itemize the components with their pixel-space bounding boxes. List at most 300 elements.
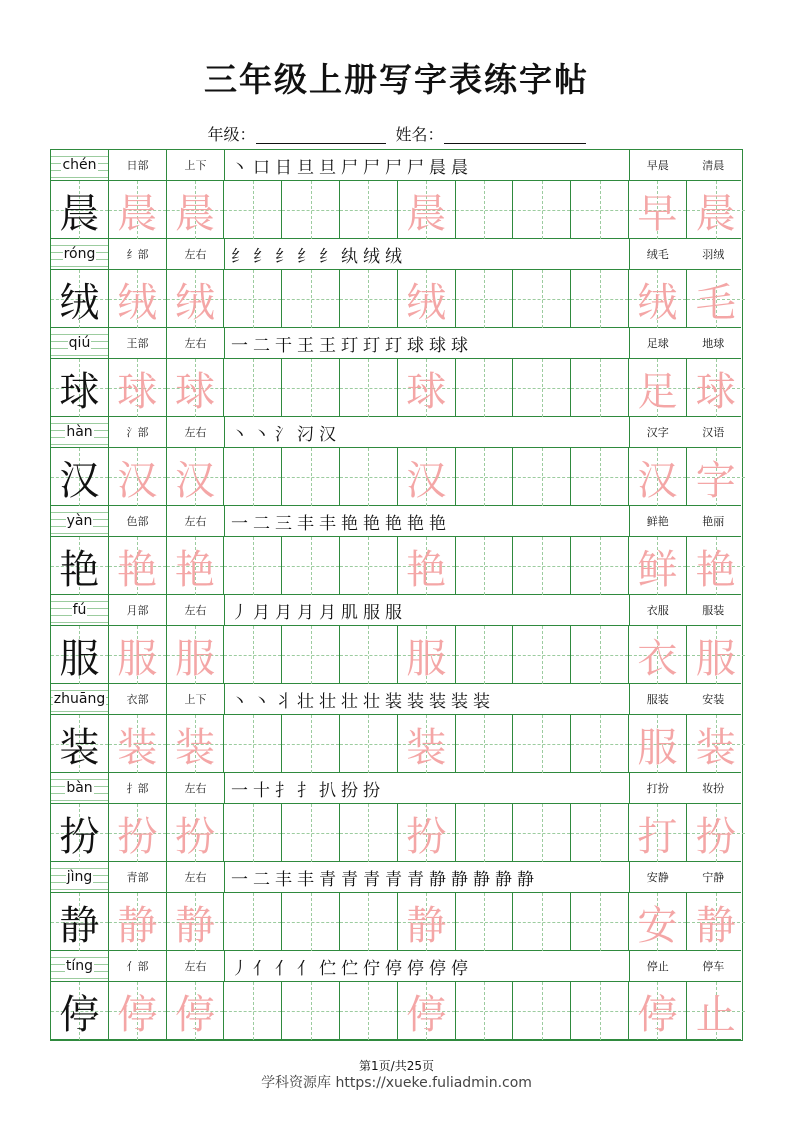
stroke-step: 丶 bbox=[253, 691, 271, 712]
stroke-step: 尸 bbox=[341, 157, 359, 178]
practice-box[interactable] bbox=[629, 893, 687, 951]
practice-box[interactable] bbox=[282, 982, 340, 1040]
practice-box[interactable] bbox=[109, 804, 167, 862]
practice-box[interactable] bbox=[571, 626, 629, 684]
trace-character: 艳 bbox=[174, 546, 215, 593]
practice-box[interactable] bbox=[398, 181, 456, 239]
character-row bbox=[51, 448, 741, 506]
pinyin bbox=[51, 862, 109, 892]
practice-box[interactable] bbox=[167, 270, 225, 328]
structure: 左右 bbox=[167, 239, 225, 269]
practice-box[interactable] bbox=[513, 448, 571, 506]
model-character: 扮 bbox=[59, 813, 100, 860]
trace-character: 绒 bbox=[637, 279, 678, 326]
trace-character: 晨 bbox=[695, 190, 736, 237]
model-character: 艳 bbox=[59, 546, 100, 593]
character-row bbox=[51, 893, 741, 951]
stroke-step: 亻 bbox=[275, 958, 293, 979]
example-words bbox=[630, 506, 741, 536]
practice-box[interactable] bbox=[456, 181, 514, 239]
stroke-order bbox=[225, 862, 630, 892]
model-character: 装 bbox=[59, 724, 100, 771]
trace-character: 停 bbox=[406, 991, 447, 1038]
stroke-step: 佇 bbox=[363, 958, 381, 979]
practice-box[interactable] bbox=[513, 181, 571, 239]
stroke-step: 丿 bbox=[231, 958, 249, 979]
trace-character: 球 bbox=[174, 368, 215, 415]
student-info bbox=[0, 122, 793, 145]
practice-box[interactable] bbox=[109, 448, 167, 506]
practice-box[interactable] bbox=[167, 982, 225, 1040]
practice-box[interactable] bbox=[109, 893, 167, 951]
practice-box[interactable] bbox=[167, 715, 225, 773]
practice-box[interactable] bbox=[340, 359, 398, 417]
practice-box[interactable] bbox=[282, 715, 340, 773]
practice-box[interactable] bbox=[398, 359, 456, 417]
trace-character: 汉 bbox=[406, 457, 447, 504]
stroke-step: 球 bbox=[429, 335, 447, 356]
pinyin-text: chén bbox=[62, 157, 97, 173]
practice-box[interactable] bbox=[109, 626, 167, 684]
practice-box[interactable] bbox=[687, 626, 745, 684]
practice-box[interactable] bbox=[167, 181, 225, 239]
stroke-step: 艳 bbox=[407, 513, 425, 534]
stroke-order bbox=[225, 773, 630, 803]
practice-box[interactable] bbox=[224, 270, 282, 328]
model-character-box bbox=[51, 982, 109, 1040]
practice-box[interactable] bbox=[398, 982, 456, 1040]
stroke-step: 停 bbox=[451, 958, 469, 979]
practice-box[interactable] bbox=[109, 359, 167, 417]
practice-box[interactable] bbox=[340, 982, 398, 1040]
practice-box[interactable] bbox=[167, 804, 225, 862]
practice-box[interactable] bbox=[167, 893, 225, 951]
practice-box[interactable] bbox=[629, 982, 687, 1040]
grade-label: 年级： bbox=[207, 125, 256, 144]
practice-box[interactable] bbox=[513, 270, 571, 328]
practice-box[interactable] bbox=[513, 982, 571, 1040]
radical: 纟部 bbox=[109, 239, 167, 269]
example-word: 地球 bbox=[702, 337, 725, 350]
model-character-box bbox=[51, 893, 109, 951]
practice-box[interactable] bbox=[687, 537, 745, 595]
structure: 左右 bbox=[167, 773, 225, 803]
stroke-step: 扌 bbox=[297, 780, 315, 801]
practice-box[interactable] bbox=[629, 448, 687, 506]
model-character-box bbox=[51, 181, 109, 239]
trace-character: 装 bbox=[406, 724, 447, 771]
grade-field[interactable] bbox=[256, 127, 386, 144]
trace-character: 扮 bbox=[174, 813, 215, 860]
example-words bbox=[630, 417, 741, 447]
example-word: 打扮 bbox=[646, 782, 669, 795]
trace-character: 汉 bbox=[117, 457, 158, 504]
example-words bbox=[630, 951, 741, 981]
trace-character: 静 bbox=[117, 902, 158, 949]
trace-character: 打 bbox=[637, 813, 678, 860]
practice-box[interactable] bbox=[224, 715, 282, 773]
stroke-step: 丰 bbox=[275, 869, 293, 890]
character-row bbox=[51, 626, 741, 684]
practice-box[interactable] bbox=[340, 270, 398, 328]
practice-box[interactable] bbox=[398, 270, 456, 328]
stroke-step: 服 bbox=[363, 602, 381, 623]
stroke-step: 装 bbox=[473, 691, 491, 712]
stroke-step: 丰 bbox=[319, 513, 337, 534]
radical: 氵部 bbox=[109, 417, 167, 447]
practice-box[interactable] bbox=[224, 359, 282, 417]
header-row bbox=[51, 595, 741, 626]
practice-box[interactable] bbox=[282, 626, 340, 684]
practice-box[interactable] bbox=[456, 359, 514, 417]
model-character: 绒 bbox=[59, 279, 100, 326]
stroke-step: 停 bbox=[429, 958, 447, 979]
practice-box[interactable] bbox=[629, 270, 687, 328]
pinyin bbox=[51, 239, 109, 269]
example-word: 汉语 bbox=[702, 426, 725, 439]
trace-character: 晨 bbox=[406, 190, 447, 237]
stroke-step: 日 bbox=[275, 157, 293, 178]
structure: 左右 bbox=[167, 595, 225, 625]
practice-box[interactable] bbox=[282, 448, 340, 506]
stroke-step: 氵 bbox=[275, 424, 293, 445]
stroke-step: 扌 bbox=[275, 780, 293, 801]
stroke-step: 静 bbox=[473, 869, 491, 890]
radical: 王部 bbox=[109, 328, 167, 358]
trace-character: 球 bbox=[406, 368, 447, 415]
character-row bbox=[51, 270, 741, 328]
trace-character: 早 bbox=[637, 190, 678, 237]
trace-character: 球 bbox=[695, 368, 736, 415]
practice-box[interactable] bbox=[398, 448, 456, 506]
stroke-step: 尸 bbox=[407, 157, 425, 178]
example-words bbox=[630, 773, 741, 803]
name-label: 姓名： bbox=[395, 125, 444, 144]
stroke-step: 壮 bbox=[363, 691, 381, 712]
stroke-order bbox=[225, 506, 630, 536]
header-row bbox=[51, 506, 741, 537]
practice-box[interactable] bbox=[456, 804, 514, 862]
practice-box[interactable] bbox=[109, 537, 167, 595]
example-word: 服装 bbox=[702, 604, 725, 617]
trace-character: 停 bbox=[637, 991, 678, 1038]
practice-box[interactable] bbox=[456, 448, 514, 506]
practice-box[interactable] bbox=[340, 537, 398, 595]
model-character: 球 bbox=[59, 368, 100, 415]
radical: 扌部 bbox=[109, 773, 167, 803]
practice-box[interactable] bbox=[629, 715, 687, 773]
stroke-step: 月 bbox=[275, 602, 293, 623]
practice-box[interactable] bbox=[340, 626, 398, 684]
example-words bbox=[630, 595, 741, 625]
practice-box[interactable] bbox=[282, 359, 340, 417]
header-row bbox=[51, 150, 741, 181]
stroke-step: 青 bbox=[363, 869, 381, 890]
stroke-step: 旦 bbox=[297, 157, 315, 178]
header-row bbox=[51, 417, 741, 448]
practice-box[interactable] bbox=[513, 715, 571, 773]
practice-box[interactable] bbox=[571, 893, 629, 951]
pinyin-text: fú bbox=[72, 602, 87, 618]
pinyin-text: zhuāng bbox=[53, 691, 106, 707]
stroke-step: 亻 bbox=[253, 958, 271, 979]
trace-character: 艳 bbox=[117, 546, 158, 593]
stroke-step: 扒 bbox=[319, 780, 337, 801]
practice-box[interactable] bbox=[629, 626, 687, 684]
model-character-box bbox=[51, 626, 109, 684]
practice-box[interactable] bbox=[167, 626, 225, 684]
pinyin bbox=[51, 595, 109, 625]
example-word: 清晨 bbox=[702, 159, 725, 172]
trace-character: 止 bbox=[695, 991, 736, 1038]
stroke-step: 青 bbox=[319, 869, 337, 890]
model-character-box bbox=[51, 359, 109, 417]
stroke-step: 青 bbox=[407, 869, 425, 890]
practice-box[interactable] bbox=[398, 893, 456, 951]
practice-box[interactable] bbox=[109, 715, 167, 773]
trace-character: 汉 bbox=[174, 457, 215, 504]
stroke-step: 纨 bbox=[341, 246, 359, 267]
stroke-step: 口 bbox=[253, 157, 271, 178]
stroke-step: 壮 bbox=[341, 691, 359, 712]
practice-box[interactable] bbox=[340, 715, 398, 773]
practice-box[interactable] bbox=[687, 715, 745, 773]
stroke-step: 装 bbox=[451, 691, 469, 712]
model-character: 晨 bbox=[59, 190, 100, 237]
character-row bbox=[51, 982, 741, 1040]
example-words bbox=[630, 150, 741, 180]
trace-character: 扮 bbox=[695, 813, 736, 860]
stroke-step: 纟 bbox=[297, 246, 315, 267]
practice-box[interactable] bbox=[571, 181, 629, 239]
practice-box[interactable] bbox=[687, 982, 745, 1040]
practice-box[interactable] bbox=[687, 804, 745, 862]
practice-box[interactable] bbox=[687, 359, 745, 417]
practice-box[interactable] bbox=[571, 982, 629, 1040]
practice-box[interactable] bbox=[224, 626, 282, 684]
stroke-order bbox=[225, 417, 630, 447]
practice-box[interactable] bbox=[513, 893, 571, 951]
trace-character: 衣 bbox=[637, 635, 678, 682]
header-row bbox=[51, 862, 741, 893]
practice-box[interactable] bbox=[571, 359, 629, 417]
practice-box[interactable] bbox=[456, 626, 514, 684]
structure: 左右 bbox=[167, 951, 225, 981]
stroke-step: 伫 bbox=[341, 958, 359, 979]
trace-character: 服 bbox=[637, 724, 678, 771]
practice-box[interactable] bbox=[282, 893, 340, 951]
stroke-order bbox=[225, 684, 630, 714]
practice-box[interactable] bbox=[167, 359, 225, 417]
practice-box[interactable] bbox=[398, 804, 456, 862]
stroke-step: 二 bbox=[253, 513, 271, 534]
practice-box[interactable] bbox=[282, 181, 340, 239]
trace-character: 绒 bbox=[117, 279, 158, 326]
practice-box[interactable] bbox=[109, 982, 167, 1040]
practice-box[interactable] bbox=[340, 893, 398, 951]
practice-box[interactable] bbox=[282, 537, 340, 595]
trace-character: 服 bbox=[695, 635, 736, 682]
practice-box[interactable] bbox=[629, 181, 687, 239]
trace-character: 艳 bbox=[695, 546, 736, 593]
stroke-step: 王 bbox=[297, 335, 315, 356]
practice-box[interactable] bbox=[167, 448, 225, 506]
practice-box[interactable] bbox=[629, 359, 687, 417]
practice-box[interactable] bbox=[571, 270, 629, 328]
practice-box[interactable] bbox=[456, 893, 514, 951]
model-character: 汉 bbox=[59, 457, 100, 504]
practice-box[interactable] bbox=[456, 715, 514, 773]
stroke-step: 扮 bbox=[341, 780, 359, 801]
example-word: 足球 bbox=[646, 337, 669, 350]
trace-character: 扮 bbox=[117, 813, 158, 860]
practice-box[interactable] bbox=[224, 893, 282, 951]
stroke-step: 丶 bbox=[231, 157, 249, 178]
stroke-step: 艳 bbox=[429, 513, 447, 534]
example-word: 早晨 bbox=[646, 159, 669, 172]
structure: 左右 bbox=[167, 328, 225, 358]
practice-box[interactable] bbox=[109, 181, 167, 239]
pinyin-text: róng bbox=[63, 246, 96, 262]
practice-box[interactable] bbox=[224, 804, 282, 862]
practice-box[interactable] bbox=[629, 537, 687, 595]
example-word: 绒毛 bbox=[646, 248, 669, 261]
practice-box[interactable] bbox=[513, 626, 571, 684]
practice-box[interactable] bbox=[340, 181, 398, 239]
stroke-step: 壮 bbox=[319, 691, 337, 712]
practice-box[interactable] bbox=[398, 715, 456, 773]
practice-box[interactable] bbox=[571, 804, 629, 862]
practice-box[interactable] bbox=[571, 448, 629, 506]
stroke-step: 丶 bbox=[231, 424, 249, 445]
stroke-step: 旦 bbox=[319, 157, 337, 178]
practice-box[interactable] bbox=[687, 448, 745, 506]
stroke-step: 一 bbox=[231, 335, 249, 356]
practice-box[interactable] bbox=[340, 448, 398, 506]
stroke-step: 三 bbox=[275, 513, 293, 534]
practice-box[interactable] bbox=[224, 448, 282, 506]
pinyin bbox=[51, 417, 109, 447]
stroke-step: 晨 bbox=[429, 157, 447, 178]
stroke-step: 静 bbox=[451, 869, 469, 890]
practice-box[interactable] bbox=[456, 270, 514, 328]
pinyin-text: bàn bbox=[66, 780, 93, 796]
trace-character: 晨 bbox=[174, 190, 215, 237]
practice-box[interactable] bbox=[687, 270, 745, 328]
structure: 上下 bbox=[167, 150, 225, 180]
practice-box[interactable] bbox=[456, 982, 514, 1040]
stroke-step: 绒 bbox=[363, 246, 381, 267]
pinyin bbox=[51, 506, 109, 536]
practice-box[interactable] bbox=[687, 181, 745, 239]
practice-box[interactable] bbox=[513, 537, 571, 595]
practice-box[interactable] bbox=[513, 359, 571, 417]
trace-character: 扮 bbox=[406, 813, 447, 860]
example-word: 服装 bbox=[646, 693, 669, 706]
stroke-step: 停 bbox=[385, 958, 403, 979]
stroke-step: 绒 bbox=[385, 246, 403, 267]
stroke-step: 一 bbox=[231, 780, 249, 801]
stroke-step: 球 bbox=[407, 335, 425, 356]
practice-box[interactable] bbox=[398, 537, 456, 595]
trace-character: 绒 bbox=[174, 279, 215, 326]
trace-character: 足 bbox=[637, 368, 678, 415]
practice-box[interactable] bbox=[224, 537, 282, 595]
practice-box[interactable] bbox=[282, 804, 340, 862]
character-row bbox=[51, 715, 741, 773]
stroke-step: 静 bbox=[429, 869, 447, 890]
practice-box[interactable] bbox=[340, 804, 398, 862]
practice-box[interactable] bbox=[109, 270, 167, 328]
stroke-step: 壮 bbox=[297, 691, 315, 712]
practice-box[interactable] bbox=[224, 982, 282, 1040]
pinyin-text: tíng bbox=[65, 958, 94, 974]
stroke-step: 亻 bbox=[297, 958, 315, 979]
example-word: 衣服 bbox=[646, 604, 669, 617]
stroke-step: 玎 bbox=[341, 335, 359, 356]
stroke-step: 丬 bbox=[275, 691, 293, 712]
practice-box[interactable] bbox=[629, 804, 687, 862]
model-character-box bbox=[51, 537, 109, 595]
practice-box[interactable] bbox=[513, 804, 571, 862]
practice-box[interactable] bbox=[687, 893, 745, 951]
trace-character: 汉 bbox=[637, 457, 678, 504]
stroke-step: 纟 bbox=[275, 246, 293, 267]
practice-box[interactable] bbox=[167, 537, 225, 595]
trace-character: 静 bbox=[695, 902, 736, 949]
practice-box[interactable] bbox=[282, 270, 340, 328]
trace-character: 艳 bbox=[406, 546, 447, 593]
example-word: 安装 bbox=[702, 693, 725, 706]
practice-box[interactable] bbox=[456, 537, 514, 595]
trace-character: 停 bbox=[174, 991, 215, 1038]
practice-box[interactable] bbox=[571, 715, 629, 773]
trace-character: 静 bbox=[406, 902, 447, 949]
stroke-step: 艳 bbox=[363, 513, 381, 534]
example-word: 停车 bbox=[702, 960, 725, 973]
pinyin bbox=[51, 150, 109, 180]
example-word: 羽绒 bbox=[702, 248, 725, 261]
practice-box[interactable] bbox=[571, 537, 629, 595]
example-word: 停止 bbox=[646, 960, 669, 973]
trace-character: 静 bbox=[174, 902, 215, 949]
practice-box[interactable] bbox=[398, 626, 456, 684]
stroke-step: 月 bbox=[253, 602, 271, 623]
stroke-step: 静 bbox=[495, 869, 513, 890]
pinyin-text: hàn bbox=[66, 424, 93, 440]
character-row bbox=[51, 181, 741, 239]
name-field[interactable] bbox=[444, 127, 586, 144]
trace-character: 安 bbox=[637, 902, 678, 949]
trace-character: 绒 bbox=[406, 279, 447, 326]
pinyin-text: jìng bbox=[66, 869, 93, 885]
practice-box[interactable] bbox=[224, 181, 282, 239]
trace-character: 装 bbox=[695, 724, 736, 771]
stroke-step: 丿 bbox=[231, 602, 249, 623]
stroke-step: 汉 bbox=[319, 424, 337, 445]
stroke-order bbox=[225, 239, 630, 269]
stroke-step: 二 bbox=[253, 335, 271, 356]
radical: 色部 bbox=[109, 506, 167, 536]
stroke-step: 青 bbox=[385, 869, 403, 890]
stroke-step: 月 bbox=[319, 602, 337, 623]
example-word: 安静 bbox=[646, 871, 669, 884]
model-character: 服 bbox=[59, 635, 100, 682]
stroke-step: 艳 bbox=[341, 513, 359, 534]
model-character-box bbox=[51, 715, 109, 773]
example-words bbox=[630, 862, 741, 892]
stroke-step: 晨 bbox=[451, 157, 469, 178]
